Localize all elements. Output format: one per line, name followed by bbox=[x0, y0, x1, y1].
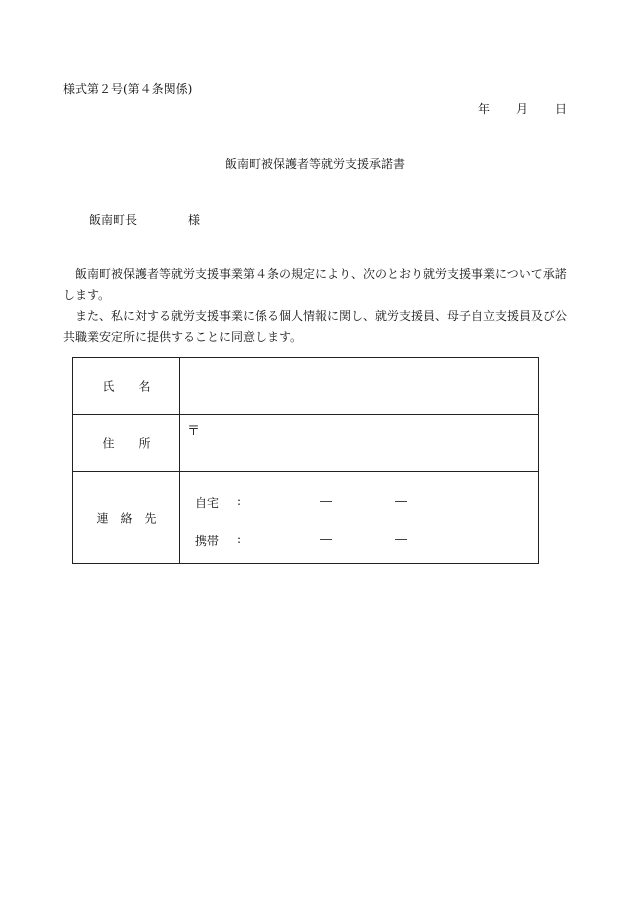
addressee-honorific: 様 bbox=[188, 213, 201, 227]
addressee-name: 飯南町長 bbox=[89, 213, 138, 227]
body-text bbox=[63, 264, 573, 348]
date-month: 月 bbox=[516, 102, 529, 116]
name-label: 氏 名 bbox=[102, 379, 151, 394]
applicant-info-table bbox=[72, 357, 539, 564]
consent-paragraph-1: 飯南町被保護者等就労支援事業第４条の規定により、次のとおり就労支援事業について承諾します。 bbox=[63, 267, 567, 302]
mobile-phone-dash-1: ― bbox=[320, 532, 332, 546]
document-title: 飯南町被保護者等就労支援承諾書 bbox=[224, 157, 405, 171]
contact-row bbox=[73, 471, 538, 563]
address-row bbox=[73, 414, 538, 471]
name-row bbox=[73, 358, 538, 414]
consent-paragraph-2: また、私に対する就労支援事業に係る個人情報に関し、就労支援員、母子自立支援員及び公共職業安定所に提供することに同意します。 bbox=[63, 309, 568, 344]
mobile-phone-label: 携帯 bbox=[195, 534, 220, 548]
address-label: 住 所 bbox=[102, 436, 151, 451]
form-number: 様式第２号(第４条関係) bbox=[63, 82, 193, 96]
mobile-phone-dash-2: ― bbox=[395, 532, 407, 546]
contact-label: 連 絡 先 bbox=[96, 511, 157, 525]
postal-mark: 〒 bbox=[187, 424, 201, 439]
mobile-phone-colon: : bbox=[237, 532, 242, 546]
date-year: 年 bbox=[478, 102, 491, 116]
home-phone-colon: : bbox=[237, 494, 242, 508]
home-phone-dash-2: ― bbox=[395, 494, 407, 508]
home-phone-dash-1: ― bbox=[320, 494, 332, 508]
home-phone-label: 自宅 bbox=[195, 496, 220, 510]
date-day: 日 bbox=[555, 102, 568, 116]
